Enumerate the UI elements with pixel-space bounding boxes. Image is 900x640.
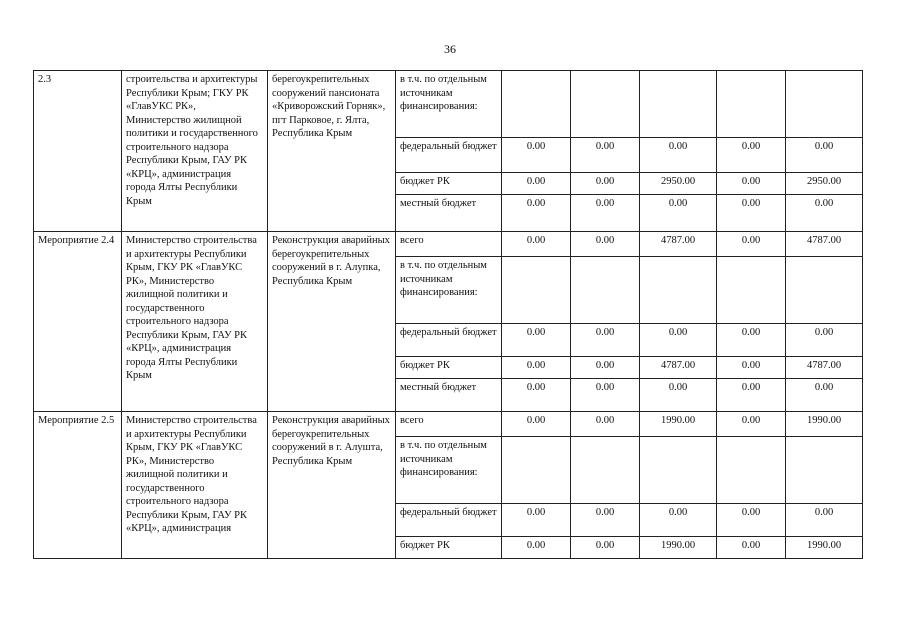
value-cell: 0.00 bbox=[571, 357, 640, 379]
value-cell: 0.00 bbox=[717, 232, 786, 257]
source-label: федеральный бюджет bbox=[396, 324, 502, 357]
value-cell: 0.00 bbox=[786, 138, 863, 173]
activity-number: Мероприятие 2.5 bbox=[34, 412, 122, 559]
value-cell: 0.00 bbox=[502, 324, 571, 357]
source-label: в т.ч. по отдельным источникам финансирования: bbox=[396, 257, 502, 324]
value-cell: 0.00 bbox=[571, 138, 640, 173]
value-cell: 2950.00 bbox=[640, 173, 717, 195]
value-cell bbox=[571, 71, 640, 138]
value-cell: 0.00 bbox=[717, 195, 786, 232]
executors-cell: Министерство строительства и архитектуры Республики Крым, ГКУ РК «ГлавУКС РК», Министерство жилищной политики и государственного строительного надзора Республики Крым, ГАУ РК «КРЦ», администрация bbox=[122, 412, 268, 559]
value-cell: 1990.00 bbox=[786, 537, 863, 559]
table-row bbox=[34, 412, 863, 437]
source-label: в т.ч. по отдельным источникам финансирования: bbox=[396, 71, 502, 138]
value-cell bbox=[717, 437, 786, 504]
activity-number: 2.3 bbox=[34, 71, 122, 232]
source-label: бюджет РК bbox=[396, 357, 502, 379]
value-cell: 0.00 bbox=[571, 232, 640, 257]
value-cell: 0.00 bbox=[640, 504, 717, 537]
value-cell bbox=[571, 257, 640, 324]
executors-cell: строительства и архитектуры Республики Крым; ГКУ РК «ГлавУКС РК», Министерство жилищной политики и государственного строительного надзора Республики Крым, ГАУ РК «КРЦ», администрация города Ялты Республики Крым bbox=[122, 71, 268, 232]
value-cell: 1990.00 bbox=[640, 412, 717, 437]
value-cell: 0.00 bbox=[571, 379, 640, 412]
value-cell bbox=[502, 71, 571, 138]
source-label: местный бюджет bbox=[396, 379, 502, 412]
source-label: в т.ч. по отдельным источникам финансирования: bbox=[396, 437, 502, 504]
activity-name: Реконструкция аварийных берегоукрепительных сооружений в г. Алупка, Республика Крым bbox=[268, 232, 396, 412]
value-cell bbox=[502, 257, 571, 324]
value-cell: 0.00 bbox=[502, 357, 571, 379]
value-cell: 0.00 bbox=[502, 138, 571, 173]
table-row bbox=[34, 232, 863, 257]
source-label: бюджет РК bbox=[396, 537, 502, 559]
value-cell: 0.00 bbox=[640, 138, 717, 173]
value-cell: 0.00 bbox=[640, 379, 717, 412]
value-cell: 0.00 bbox=[571, 173, 640, 195]
value-cell: 0.00 bbox=[717, 504, 786, 537]
source-label: всего bbox=[396, 412, 502, 437]
value-cell: 0.00 bbox=[571, 504, 640, 537]
value-cell: 2950.00 bbox=[786, 173, 863, 195]
executors-cell: Министерство строительства и архитектуры Республики Крым, ГКУ РК «ГлавУКС РК», Министерство жилищной политики и государственного строительного надзора Республики Крым, ГАУ РК «КРЦ», администрация города Ялты Республики Крым bbox=[122, 232, 268, 412]
value-cell bbox=[571, 437, 640, 504]
value-cell: 0.00 bbox=[571, 537, 640, 559]
value-cell: 4787.00 bbox=[786, 357, 863, 379]
table-row bbox=[34, 71, 863, 138]
value-cell: 0.00 bbox=[786, 504, 863, 537]
value-cell bbox=[640, 71, 717, 138]
value-cell: 0.00 bbox=[640, 195, 717, 232]
source-label: всего bbox=[396, 232, 502, 257]
source-label: федеральный бюджет bbox=[396, 504, 502, 537]
value-cell: 0.00 bbox=[717, 138, 786, 173]
value-cell bbox=[640, 437, 717, 504]
value-cell bbox=[717, 71, 786, 138]
source-label: бюджет РК bbox=[396, 173, 502, 195]
value-cell: 0.00 bbox=[502, 537, 571, 559]
value-cell: 0.00 bbox=[502, 232, 571, 257]
value-cell bbox=[786, 257, 863, 324]
value-cell: 4787.00 bbox=[786, 232, 863, 257]
value-cell: 0.00 bbox=[717, 412, 786, 437]
value-cell: 0.00 bbox=[640, 324, 717, 357]
value-cell bbox=[502, 437, 571, 504]
activity-name: Реконструкция аварийных берегоукрепительных сооружений в г. Алушта, Республика Крым bbox=[268, 412, 396, 559]
value-cell: 0.00 bbox=[571, 195, 640, 232]
value-cell bbox=[640, 257, 717, 324]
value-cell bbox=[786, 71, 863, 138]
value-cell: 0.00 bbox=[502, 173, 571, 195]
page-number: 36 bbox=[444, 42, 456, 56]
value-cell bbox=[717, 257, 786, 324]
value-cell: 0.00 bbox=[786, 379, 863, 412]
value-cell: 0.00 bbox=[502, 504, 571, 537]
financing-table bbox=[33, 70, 863, 559]
value-cell: 0.00 bbox=[717, 173, 786, 195]
source-label: федеральный бюджет bbox=[396, 138, 502, 173]
value-cell: 0.00 bbox=[502, 195, 571, 232]
value-cell: 0.00 bbox=[786, 324, 863, 357]
value-cell: 0.00 bbox=[502, 412, 571, 437]
value-cell: 1990.00 bbox=[786, 412, 863, 437]
source-label: местный бюджет bbox=[396, 195, 502, 232]
activity-number: Мероприятие 2.4 bbox=[34, 232, 122, 412]
value-cell: 4787.00 bbox=[640, 357, 717, 379]
value-cell: 0.00 bbox=[502, 379, 571, 412]
value-cell: 1990.00 bbox=[640, 537, 717, 559]
value-cell: 0.00 bbox=[717, 379, 786, 412]
activity-name: берегоукрепительных сооружений пансионата «Криворожский Горняк», пгт Парковое, г. Ялта, Республика Крым bbox=[268, 71, 396, 232]
value-cell: 0.00 bbox=[717, 324, 786, 357]
value-cell bbox=[786, 437, 863, 504]
value-cell: 0.00 bbox=[717, 357, 786, 379]
value-cell: 4787.00 bbox=[640, 232, 717, 257]
value-cell: 0.00 bbox=[571, 412, 640, 437]
value-cell: 0.00 bbox=[786, 195, 863, 232]
value-cell: 0.00 bbox=[717, 537, 786, 559]
value-cell: 0.00 bbox=[571, 324, 640, 357]
